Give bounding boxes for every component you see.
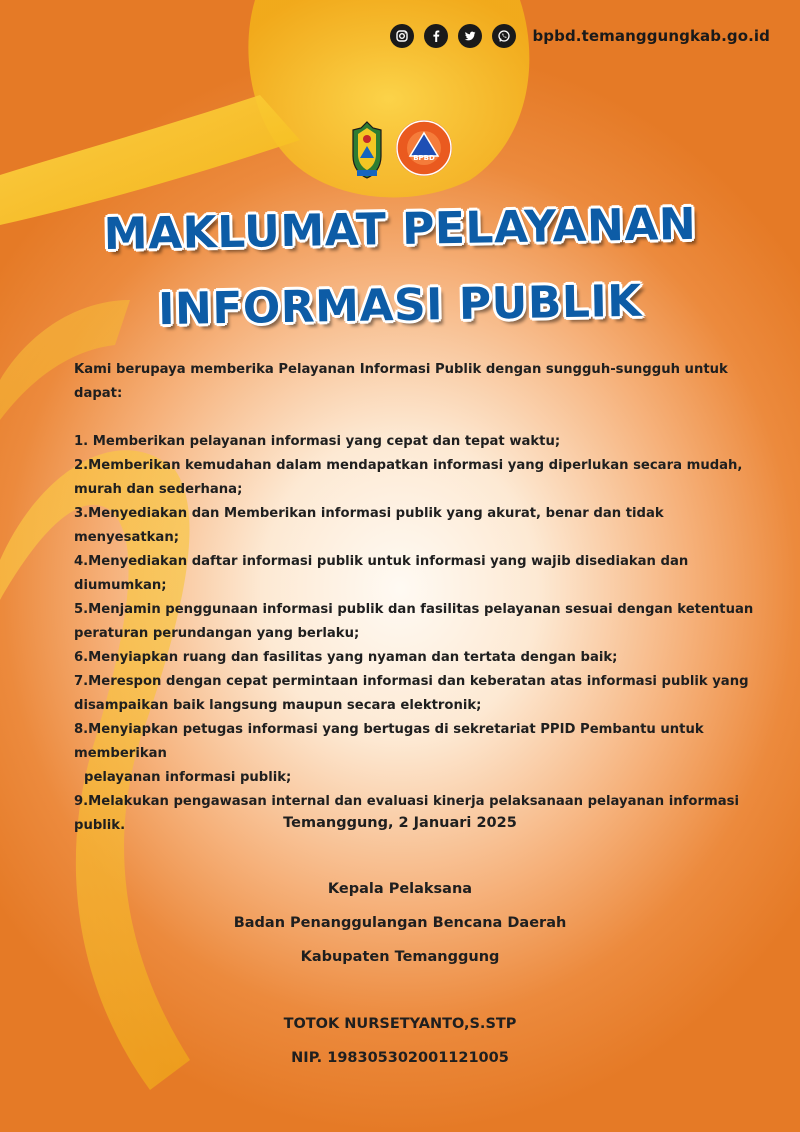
list-item: 9.Melakukan pengawasan internal dan evaluasi kinerja pelaksanaan pelayanan informasi publik. xyxy=(74,794,739,833)
kabupaten-temanggung-seal xyxy=(348,120,386,180)
place-date: Temanggung, 2 Januari 2025 xyxy=(283,815,517,831)
list-item-continuation: peraturan perundangan yang berlaku; xyxy=(74,626,360,641)
list-item-continuation: murah dan sederhana; xyxy=(74,482,243,497)
list-item: 6.Menyiapkan ruang dan fasilitas yang nyaman dan tertata dengan baik; xyxy=(74,650,618,665)
whatsapp-icon[interactable] xyxy=(492,24,516,48)
signatory-agency: Badan Penanggulangan Bencana Daerah xyxy=(233,915,567,931)
list-item: 2.Memberikan kemudahan dalam mendapatkan informasi yang diperlukan secara mudah, xyxy=(74,458,743,473)
list-item-continuation: pelayanan informasi publik; xyxy=(84,770,292,785)
list-item: 8.Menyiapkan petugas informasi yang bertugas di sekretariat PPID Pembantu untuk memberikan xyxy=(74,722,704,761)
signatory-name: TOTOK NURSETYANTO,S.STP xyxy=(283,1016,517,1032)
bpbd-logo-text: BPBD xyxy=(413,154,435,162)
list-item-continuation: disampaikan baik langsung maupun secara elektronik; xyxy=(74,698,482,713)
maklumat-body xyxy=(74,358,754,838)
social-bar xyxy=(390,24,770,48)
title-line-2: INFORMASI PUBLIK xyxy=(157,275,643,336)
intro-text: Kami berupaya memberika Pelayanan Informasi Publik dengan sungguh-sungguh untuk dapat: xyxy=(74,362,728,401)
list-item: 7.Merespon dengan cepat permintaan informasi dan keberatan atas informasi publik yang xyxy=(74,674,749,689)
title-line-1: MAKLUMAT PELAYANAN xyxy=(103,198,697,261)
list-item: 4.Menyediakan daftar informasi publik untuk informasi yang wajib disediakan dan diumumkan; xyxy=(74,554,689,593)
twitter-icon[interactable] xyxy=(458,24,482,48)
list-item: 5.Menjamin penggunaan informasi publik dan fasilitas pelayanan sesuai dengan ketentuan xyxy=(74,602,754,617)
website-url[interactable]: bpbd.temanggungkab.go.id xyxy=(532,27,770,45)
instagram-icon[interactable] xyxy=(390,24,414,48)
list-item: 1. Memberikan pelayanan informasi yang cepat dan tepat waktu; xyxy=(74,434,561,449)
signatory-position: Kepala Pelaksana xyxy=(327,881,473,897)
bpbd-logo xyxy=(396,120,452,176)
facebook-icon[interactable] xyxy=(424,24,448,48)
signatory-region: Kabupaten Temanggung xyxy=(300,949,500,965)
logo-row xyxy=(0,120,800,180)
list-item: 3.Menyediakan dan Memberikan informasi publik yang akurat, benar dan tidak menyesatkan; xyxy=(74,506,664,545)
signatory-nip: NIP. 198305302001121005 xyxy=(291,1050,509,1066)
